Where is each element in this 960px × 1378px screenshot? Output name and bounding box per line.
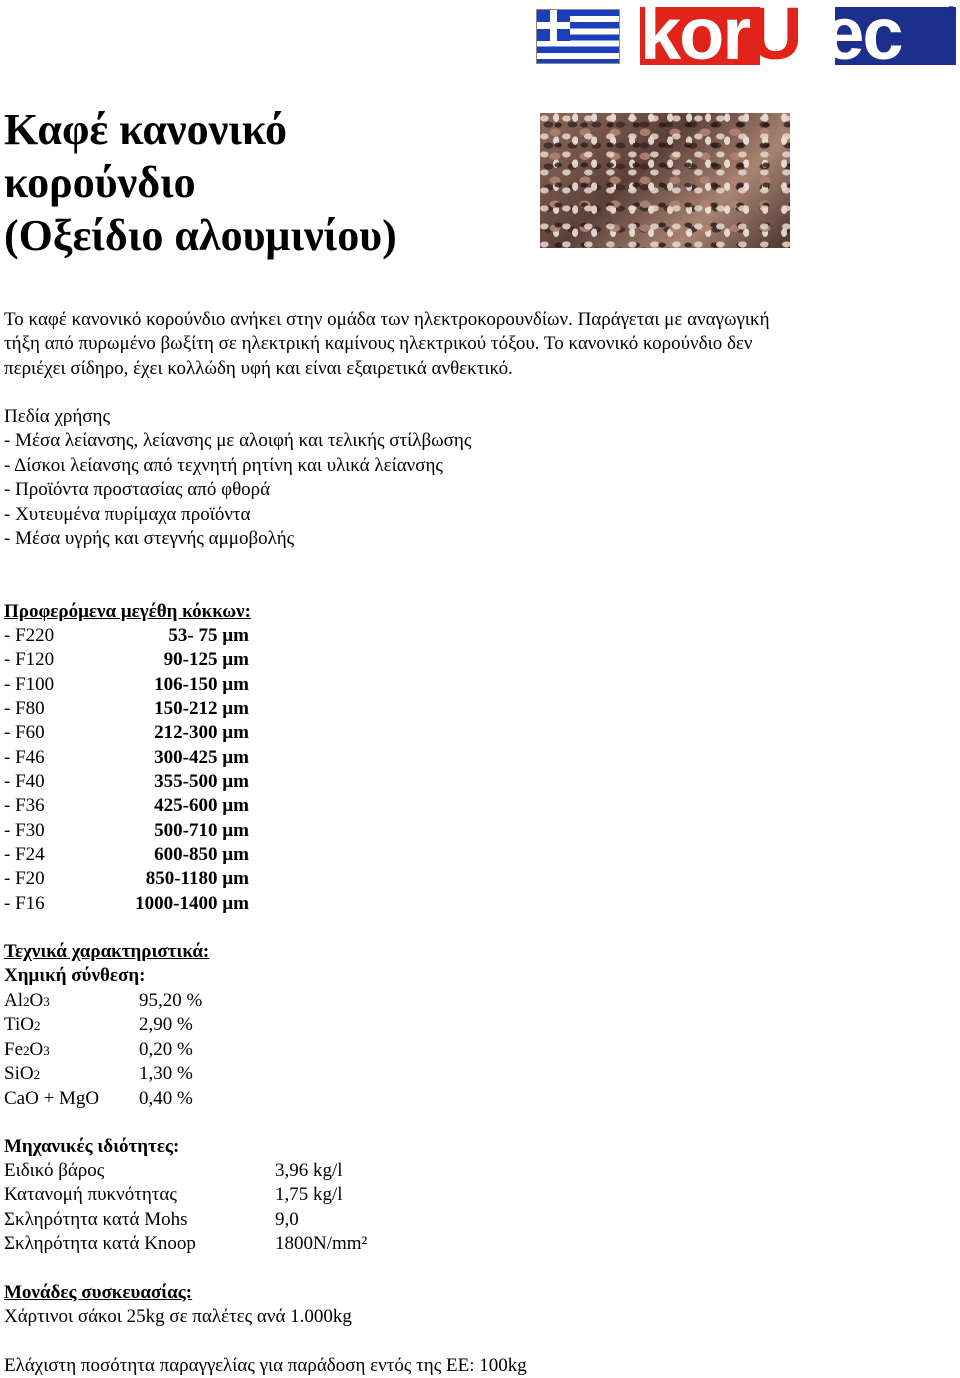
table-row: [4, 1013, 304, 1037]
packaging-heading: Μονάδες συσκευασίας:: [4, 1282, 193, 1303]
compound-percent: 0,20 %: [139, 1038, 193, 1060]
list-item: - Μέσα υγρής και στεγνής αμμοβολής: [4, 528, 295, 550]
table-row: [4, 989, 304, 1013]
usage-heading: Πεδία χρήσης: [4, 406, 111, 427]
grit-code: - F16: [4, 892, 45, 914]
grit-code: - F220: [4, 625, 55, 646]
compound-name: Al2O3: [4, 990, 50, 1011]
grit-range: 500-710 µm: [154, 819, 249, 841]
table-row: [4, 1087, 304, 1111]
compound-percent: 95,20 %: [139, 990, 203, 1011]
grit-code: - F80: [4, 698, 45, 720]
list-item: - Προϊόντα προστασίας από φθορά: [4, 479, 271, 501]
property-value: 1800N/mm²: [275, 1233, 368, 1255]
grit-range: 53- 75 µm: [168, 625, 249, 646]
chem-heading: Χημική σύνθεση:: [4, 965, 146, 986]
korutec-logo: korUtec ®: [640, 0, 956, 75]
compound-name: CaO + MgO: [4, 1087, 100, 1109]
grit-code: - F40: [4, 771, 45, 793]
grit-range: 425-600 µm: [154, 795, 249, 817]
property-value: 3,96 kg/l: [275, 1160, 343, 1181]
property-name: Ειδικό βάρος: [4, 1160, 105, 1181]
compound-name: SiO2: [4, 1063, 41, 1085]
compound-name: Fe2O3: [4, 1038, 50, 1060]
grit-range: 1000-1400 µm: [135, 892, 249, 914]
usage-list: [4, 405, 471, 551]
grit-range: 600-850 µm: [154, 844, 249, 866]
mech-table: [4, 1159, 504, 1257]
table-row: [4, 1183, 504, 1207]
property-name: Σκληρότητα κατά Knoop: [4, 1233, 196, 1255]
table-row: [4, 1208, 504, 1232]
page-title: Καφέ κανονικό κορούνδιο (Οξείδιο αλουμινίου): [4, 105, 397, 260]
grit-code: - F100: [4, 673, 55, 695]
grit-code: - F30: [4, 819, 45, 841]
table-row: [4, 1038, 304, 1062]
property-name: Σκληρότητα κατά Mohs: [4, 1208, 188, 1230]
table-row: [4, 1159, 504, 1183]
grit-range: 212-300 µm: [154, 722, 249, 744]
compound-percent: 1,30 %: [139, 1063, 193, 1085]
grit-range: 106-150 µm: [154, 673, 249, 695]
greek-flag-icon: [536, 9, 620, 64]
packaging-text: Χάρτινοι σάκοι 25kg σε παλέτες ανά 1.000kg: [4, 1306, 352, 1327]
intro-paragraph: Το καφέ κανονικό κορούνδιο ανήκει στην ομάδα των ηλεκτροκορουνδίων. Παράγεται με αναγωγική τήξη από πυρωμένο βωξίτη σε ηλεκτρική καμίνους ηλεκτρικού τόξου. Το κανονικό κορούνδιο δεν περιέχει σίδηρο, έχει κολλώδη υφή και είναι εξαιρετικά ανθεκτικό.: [4, 309, 770, 379]
list-item: - Δίσκοι λείανσης από τεχνητή ρητίνη και υλικά λείανσης: [4, 454, 443, 476]
compound-percent: 2,90 %: [139, 1014, 193, 1036]
grit-code: - F60: [4, 722, 45, 744]
grit-range: 150-212 µm: [154, 698, 249, 720]
property-value: 9,0: [275, 1208, 299, 1230]
compound-name: TiO2: [4, 1014, 41, 1036]
grit-code: - F36: [4, 795, 45, 817]
list-item: - Μέσα λείανσης, λείανσης με αλοιφή και τελικής στίλβωσης: [4, 430, 472, 452]
property-value: 1,75 kg/l: [275, 1184, 343, 1206]
compound-percent: 0,40 %: [139, 1087, 193, 1109]
grit-code: - F120: [4, 649, 55, 671]
sizes-heading: Προφερόμενα μεγέθη κόκκων:: [4, 601, 251, 622]
grit-code: - F24: [4, 844, 45, 866]
tech-heading: Τεχνικά χαρακτηριστικά:: [4, 941, 210, 962]
table-row: [4, 1062, 304, 1086]
chem-table: [4, 989, 304, 1111]
mech-heading: Μηχανικές ιδιότητες:: [4, 1136, 180, 1157]
grit-range: 355-500 µm: [154, 771, 249, 793]
grit-range: 300-425 µm: [154, 746, 249, 768]
list-item: - Χυτευμένα πυρίμαχα προϊόντα: [4, 503, 251, 525]
table-row: [4, 1232, 504, 1256]
grit-code: - F20: [4, 868, 45, 890]
corundum-grain-photo: [540, 113, 790, 248]
grit-code: - F46: [4, 746, 45, 768]
min-order-text: Ελάχιστη ποσότητα παραγγελίας για παράδοση εντός της ΕΕ: 100kg: [4, 1355, 527, 1376]
property-name: Κατανομή πυκνότητας: [4, 1184, 177, 1206]
grit-range: 850-1180 µm: [145, 868, 249, 890]
grit-range: 90-125 µm: [163, 649, 249, 671]
